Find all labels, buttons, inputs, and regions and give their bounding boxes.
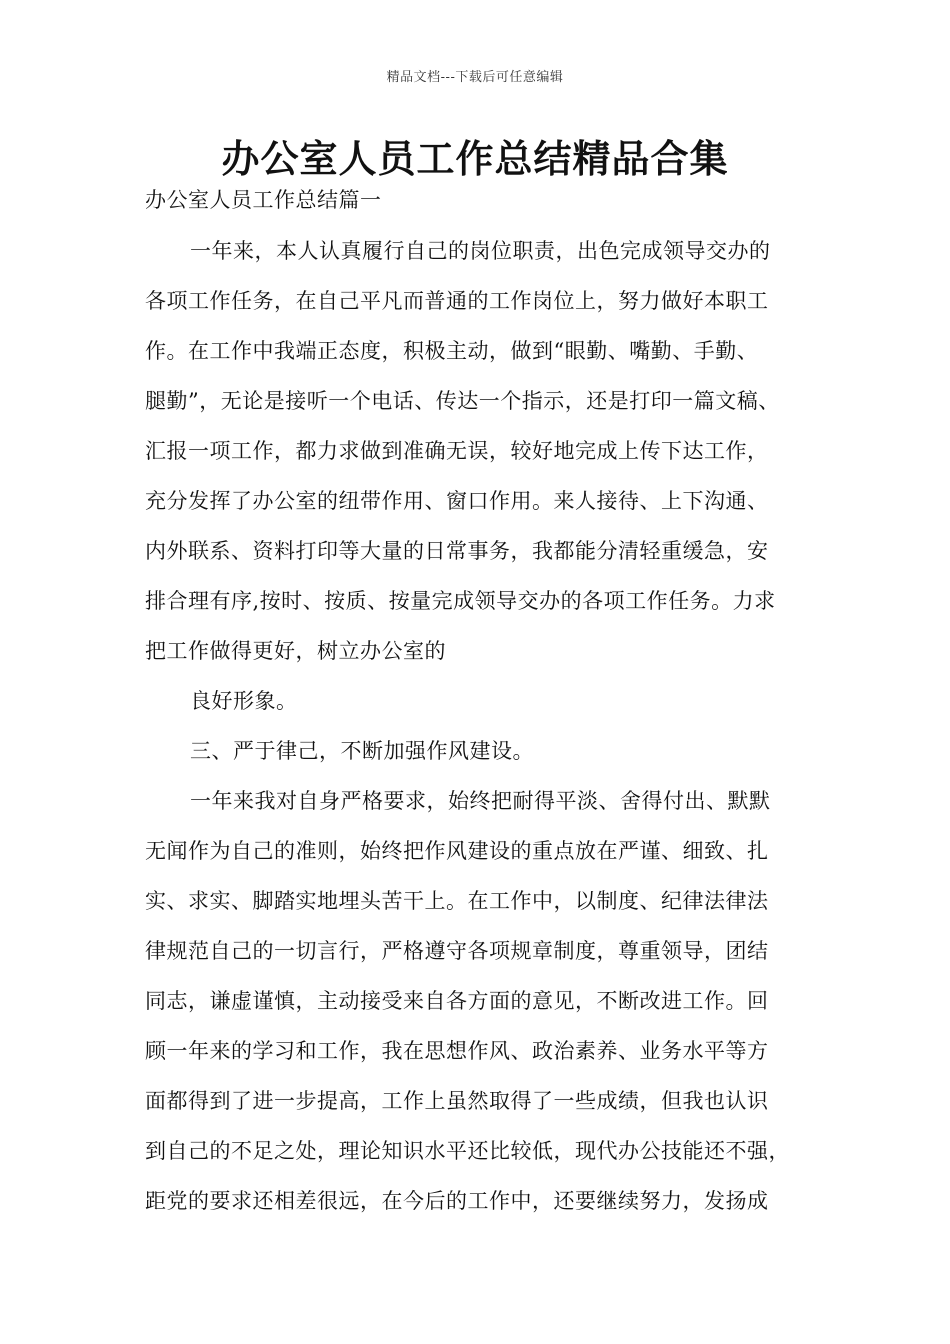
body-line: 腿勤”，无论是接听一个电话、传达一个指示，还是打印一篇文稿、 (145, 389, 780, 413)
subsection-heading: 三、严于律己，不断加强作风建设。 (190, 739, 534, 763)
body-line: 同志，谦虚谨慎，主动接受来自各方面的意见，不断改进工作。回 (145, 989, 769, 1013)
body-line: 作。在工作中我端正态度，积极主动，做到“眼勤、嘴勤、手勤、 (145, 339, 759, 363)
body-line: 到自己的不足之处，理论知识水平还比较低，现代办公技能还不强， (145, 1139, 790, 1163)
document-title: 办公室人员工作总结精品合集 (221, 137, 729, 181)
body-line: 充分发挥了办公室的纽带作用、窗口作用。来人接待、上下沟通、 (145, 489, 769, 513)
body-line: 面都得到了进一步提高，工作上虽然取得了一些成绩，但我也认识 (145, 1089, 769, 1113)
body-line: 无闻作为自己的准则，始终把作风建设的重点放在严谨、细致、扎 (145, 839, 769, 863)
section-heading: 办公室人员工作总结篇一 (145, 188, 382, 212)
body-line: 实、求实、脚踏实地埋头苦干上。在工作中，以制度、纪律法律法 (145, 889, 769, 913)
body-line: 一年来我对自身严格要求，始终把耐得平淡、舍得付出、默默 (190, 789, 771, 813)
body-line: 一年来，本人认真履行自己的岗位职责，出色完成领导交办的 (190, 239, 771, 263)
body-line: 把工作做得更好，树立办公室的 (145, 639, 446, 663)
body-line: 排合理有序,按时、按质、按量完成领导交办的各项工作任务。力求 (145, 589, 776, 613)
page-header-note: 精品文档---下载后可任意编辑 (386, 70, 564, 85)
body-line: 汇报一项工作，都力求做到准确无误，较好地完成上传下达工作， (145, 439, 769, 463)
body-line: 各项工作任务，在自己平凡而普通的工作岗位上，努力做好本职工 (145, 289, 769, 313)
body-line: 良好形象。 (190, 689, 298, 713)
body-line: 顾一年来的学习和工作，我在思想作风、政治素养、业务水平等方 (145, 1039, 769, 1063)
body-line: 律规范自己的一切言行，严格遵守各项规章制度，尊重领导，团结 (145, 939, 769, 963)
body-line: 距党的要求还相差很远，在今后的工作中，还要继续努力，发扬成 (145, 1189, 769, 1213)
body-line: 内外联系、资料打印等大量的日常事务，我都能分清轻重缓急，安 (145, 539, 769, 563)
